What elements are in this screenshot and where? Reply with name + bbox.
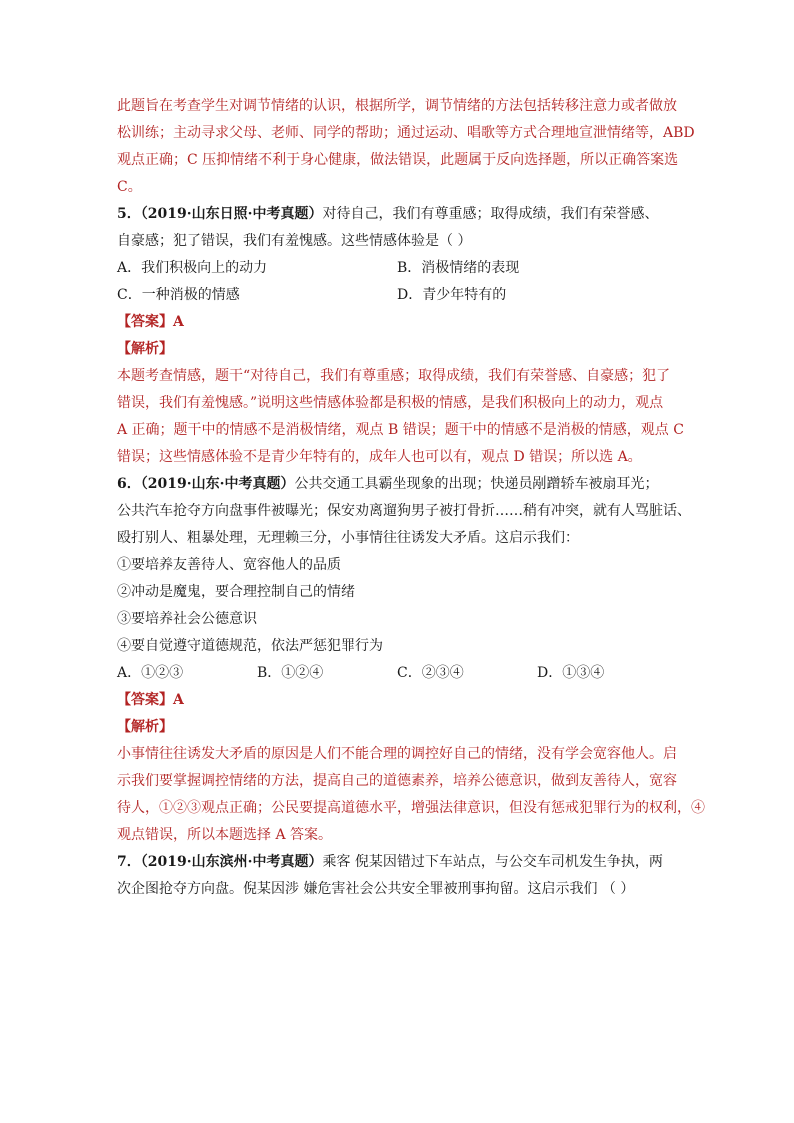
- q5-stem-line-1: [117, 204, 677, 224]
- q7-stem-line-1: [117, 852, 677, 872]
- q6-stem-line-1: [117, 474, 677, 494]
- q5-option-d: D．青少年特有的: [397, 287, 507, 303]
- q5-source: （2019·山东日照·中考真题）: [140, 206, 323, 222]
- prev-analysis-line-2: 松训练；主动寻求父母、老师、同学的帮助；通过运动、唱歌等方式合理地宣泄情绪等，ABD: [117, 125, 695, 141]
- q6-option-c: C．②③④: [397, 665, 464, 681]
- q5-answer-label: 【答案】: [117, 314, 173, 330]
- q6-number: 6．: [117, 476, 141, 492]
- q6-option-b: B．①②④: [257, 665, 324, 681]
- q6-answer-label: 【答案】: [117, 692, 173, 708]
- q7-number: 7．: [117, 854, 141, 870]
- q6-stem-line-3: 殴打别人、粗暴处理，无理赖三分，小事情往往诱发大矛盾。这启示我们：: [117, 530, 579, 546]
- q5-option-c: C．一种消极的情感: [117, 287, 240, 303]
- q6-option-d: D．①③④: [537, 665, 605, 681]
- q6-item-4: ④要自觉遵守道德规范，依法严惩犯罪行为: [117, 638, 383, 654]
- q6-analysis-line-2: 示我们要掌握调控情绪的方法，提高自己的道德素养，培养公德意识，做到友善待人，宽容: [117, 773, 677, 789]
- q5-analysis-label: 【解析】: [117, 341, 173, 357]
- q5-stem-text-1: 对待自己，我们有尊重感；取得成绩，我们有荣誉感、: [322, 206, 659, 222]
- q6-analysis-line-4: 观点错误，所以本题选择 A 答案。: [117, 827, 333, 843]
- q6-analysis-line-3: 待人，①②③观点正确；公民要提高道德水平，增强法律意识，但没有惩戒犯罪行为的权利，④: [117, 800, 705, 816]
- q5-number: 5．: [117, 206, 141, 222]
- q6-analysis-label: 【解析】: [117, 719, 173, 735]
- q6-answer: [117, 690, 677, 710]
- prev-analysis-line-3: 观点正确；C 压抑情绪不利于身心健康，做法错误，此题属于反向选择题，所以正确答案选: [117, 152, 679, 168]
- q5-answer-value: A: [173, 314, 184, 330]
- q6-stem-text-1: 公共交通工具霸坐现象的出现；快递员剐蹭轿车被扇耳光；: [294, 476, 659, 492]
- q5-answer: [117, 312, 677, 332]
- q5-stem-line-2: 自豪感；犯了错误，我们有羞愧感。这些情感体验是（ ）: [117, 233, 472, 249]
- q5-analysis-line-4: 错误；这些情感体验不是青少年特有的，成年人也可以有，观点 D 错误；所以选 A。: [117, 449, 642, 465]
- q5-analysis-line-2: 错误，我们有羞愧感。”说明这些情感体验都是积极的情感，是我们积极向上的动力，观点: [117, 395, 664, 411]
- q7-source: （2019·山东滨州·中考真题）: [140, 854, 323, 870]
- q5-option-a: A．我们积极向上的动力: [117, 260, 268, 276]
- q5-analysis-line-1: 本题考查情感，题干“对待自己，我们有尊重感；取得成绩，我们有荣誉感、自豪感；犯了: [117, 368, 671, 384]
- q6-item-1: ①要培养友善待人、宽容他人的品质: [117, 557, 341, 573]
- q5-option-b: B．消极情绪的表现: [397, 260, 520, 276]
- q6-source: （2019·山东·中考真题）: [140, 476, 295, 492]
- q6-stem-line-2: 公共汽车抢夺方向盘事件被曝光；保安劝离遛狗男子被打骨折……稍有冲突，就有人骂脏话、: [117, 503, 691, 519]
- prev-analysis-line-4: C。: [117, 179, 142, 195]
- q6-option-a: A．①②③: [117, 665, 184, 681]
- q6-item-2: ②冲动是魔鬼，要合理控制自己的情绪: [117, 584, 355, 600]
- q6-analysis-line-1: 小事情往往诱发大矛盾的原因是人们不能合理的调控好自己的情绪，没有学会宽容他人。启: [117, 746, 677, 762]
- q5-analysis-line-3: A 正确；题干中的情感不是消极情绪，观点 B 错误；题干中的情感不是消极的情感，观点 C: [117, 422, 684, 438]
- q7-stem-line-2: 次企图抢夺方向盘。倪某因涉 嫌危害社会公共安全罪被刑事拘留。这启示我们 （ ）: [117, 881, 635, 897]
- prev-analysis-line-1: 此题旨在考查学生对调节情绪的认识，根据所学，调节情绪的方法包括转移注意力或者做放: [117, 98, 677, 114]
- q6-item-3: ③要培养社会公德意识: [117, 611, 257, 627]
- q7-stem-text-1: 乘客 倪某因错过下车站点，与公交车司机发生争执，两: [322, 854, 663, 870]
- q6-answer-value: A: [173, 692, 184, 708]
